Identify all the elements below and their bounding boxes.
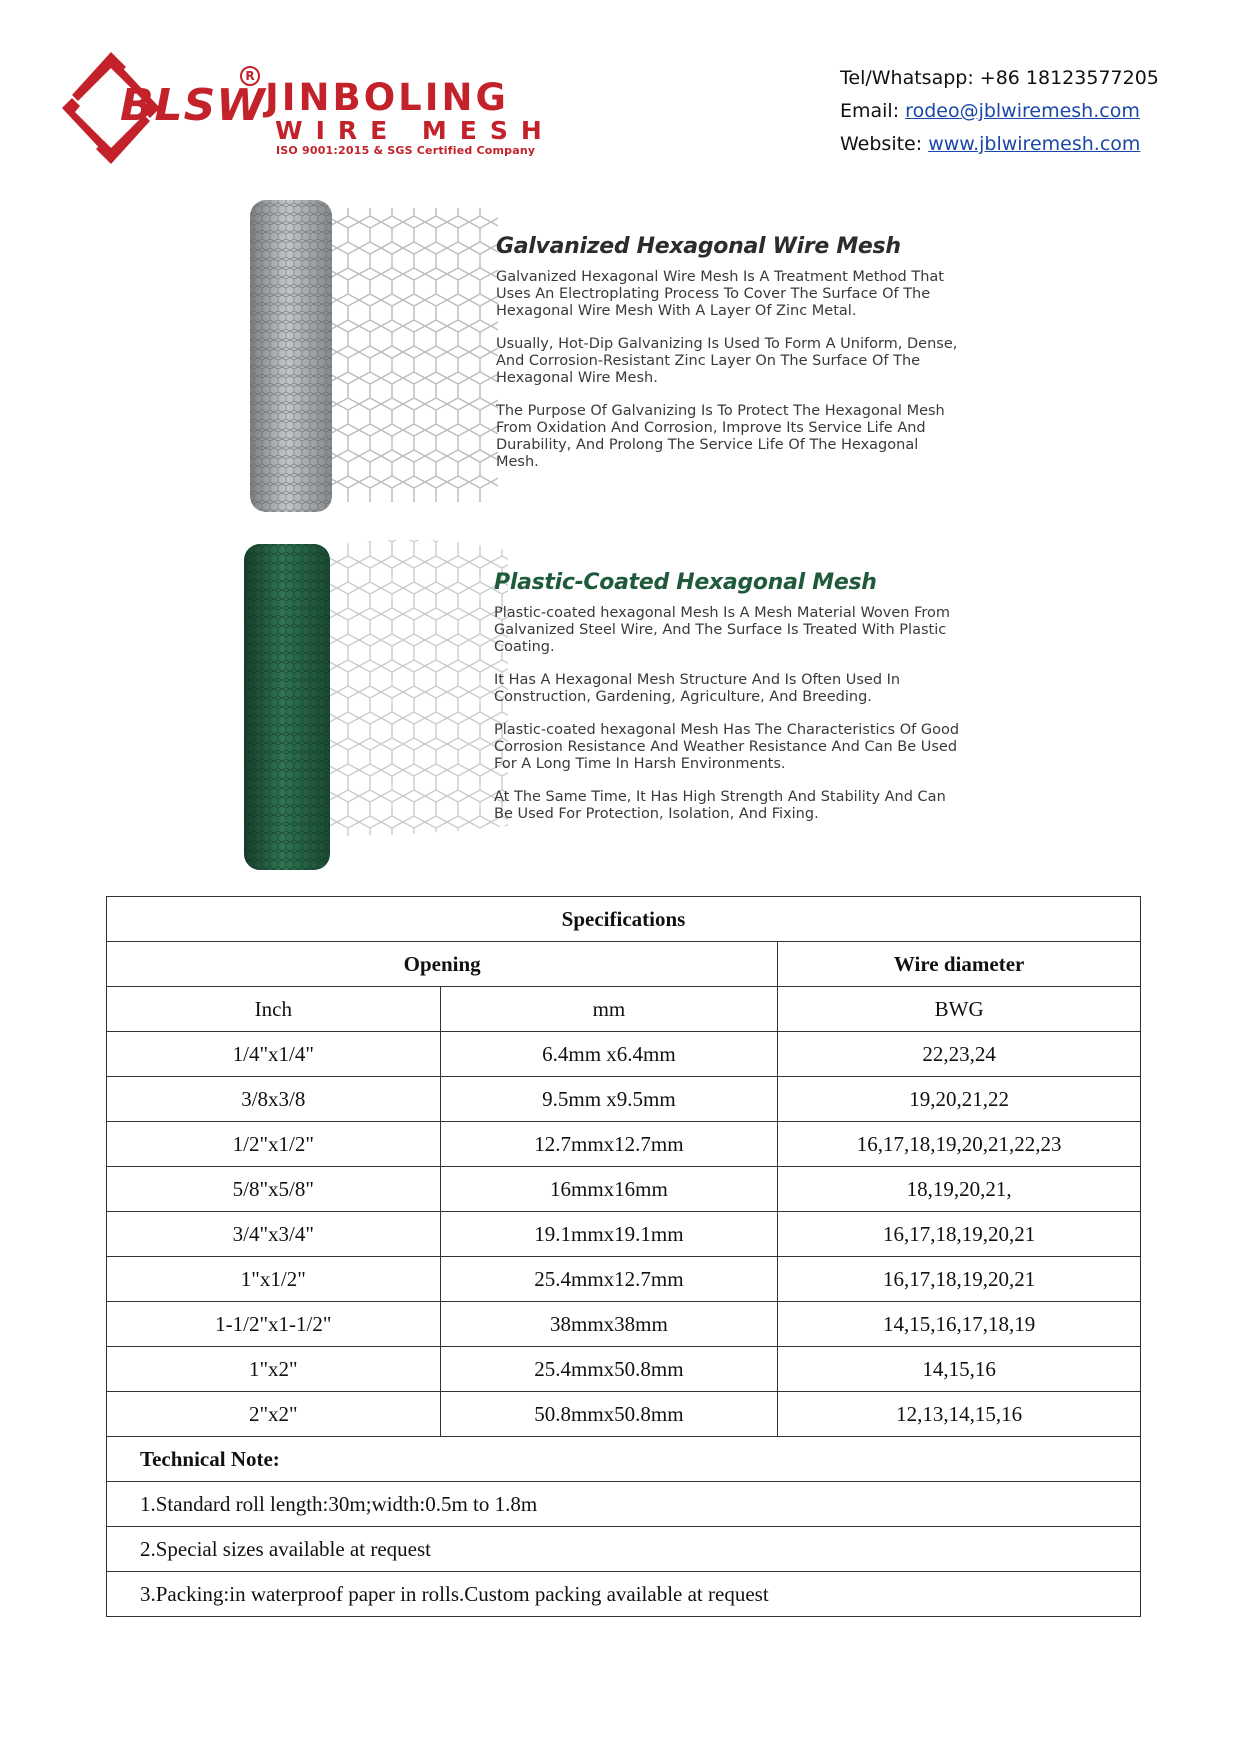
plastic-coated-paragraph: Plastic-coated hexagonal Mesh Is A Mesh Material Woven From Galvanized Steel Wire, And The Surface Is Treated With Plastic Coating. — [494, 605, 951, 655]
technical-note: 2.Special sizes available at request — [107, 1527, 1141, 1572]
bwg-cell: 14,15,16 — [778, 1347, 1141, 1392]
mm-cell: 12.7mmx12.7mm — [440, 1122, 778, 1167]
inch-cell: 5/8"x5/8" — [107, 1167, 441, 1212]
table-group-header-row — [107, 942, 1141, 987]
contact-tel: Tel/Whatsapp: +86 18123577205 — [840, 67, 1159, 89]
inch-column-header: Inch — [107, 987, 441, 1032]
bwg-cell: 14,15,16,17,18,19 — [778, 1302, 1141, 1347]
mm-cell: 16mmx16mm — [440, 1167, 778, 1212]
inch-cell: 1"x1/2" — [107, 1257, 441, 1302]
plastic-coated-mesh-panel — [238, 536, 973, 876]
plastic-coated-title: Plastic-Coated Hexagonal Mesh — [494, 570, 877, 595]
galvanized-paragraph: Galvanized Hexagonal Wire Mesh Is A Treatment Method That Uses An Electroplating Process To Cover The Surface Of The Hexagonal Wire Mesh With A Layer Of Zinc Metal. — [496, 269, 944, 319]
bwg-cell: 16,17,18,19,20,21,22,23 — [778, 1122, 1141, 1167]
galvanized-paragraph: Usually, Hot-Dip Galvanizing Is Used To Form A Uniform, Dense, And Corrosion-Resistant Zinc Layer On The Surface Of The Hexagonal Wire Mesh. — [496, 336, 958, 386]
mm-cell: 38mmx38mm — [440, 1302, 778, 1347]
specifications-table — [106, 896, 1141, 1617]
opening-header: Opening — [107, 942, 778, 987]
bwg-cell: 18,19,20,21, — [778, 1167, 1141, 1212]
plastic-coated-paragraph: At The Same Time, It Has High Strength And Stability And Can Be Used For Protection, Isolation, And Fixing. — [494, 789, 946, 822]
table-row — [107, 1347, 1141, 1392]
plastic-coated-text — [494, 570, 964, 839]
bwg-cell: 12,13,14,15,16 — [778, 1392, 1141, 1437]
technical-note: 3.Packing:in waterproof paper in rolls.Custom packing available at request — [107, 1572, 1141, 1617]
inch-cell: 3/4"x3/4" — [107, 1212, 441, 1257]
plastic-coated-paragraph: Plastic-coated hexagonal Mesh Has The Characteristics Of Good Corrosion Resistance And Weather Resistance And Can Be Used For A Long Time In Harsh Environments. — [494, 722, 960, 772]
table-row — [107, 1032, 1141, 1077]
table-row — [107, 1212, 1141, 1257]
contact-email-line — [840, 95, 1159, 128]
mm-cell: 25.4mmx12.7mm — [440, 1257, 778, 1302]
specifications-heading: Specifications — [107, 897, 1141, 942]
table-row — [107, 1077, 1141, 1122]
certification-line: ISO 9001:2015 & SGS Certified Company — [276, 144, 536, 157]
website-label: Website: — [840, 133, 923, 155]
bwg-cell: 16,17,18,19,20,21 — [778, 1212, 1141, 1257]
bwg-cell: 16,17,18,19,20,21 — [778, 1257, 1141, 1302]
galvanized-paragraph: The Purpose Of Galvanizing Is To Protect The Hexagonal Mesh From Oxidation And Corrosion, Improve Its Service Life And Durability, And Prolong The Service Life Of The Hexagonal Mesh. — [496, 403, 945, 470]
contact-website-line — [840, 128, 1159, 161]
table-column-header-row — [107, 987, 1141, 1032]
technical-note-row — [107, 1527, 1141, 1572]
inch-cell: 1"x2" — [107, 1347, 441, 1392]
technical-note-row — [107, 1572, 1141, 1617]
galvanized-text — [496, 234, 961, 487]
mm-cell: 9.5mm x9.5mm — [440, 1077, 778, 1122]
table-title-row — [107, 897, 1141, 942]
galvanized-roll-image — [238, 196, 498, 518]
contact-block — [840, 62, 1159, 161]
table-row — [107, 1257, 1141, 1302]
mm-cell: 19.1mmx19.1mm — [440, 1212, 778, 1257]
table-row — [107, 1392, 1141, 1437]
company-name: JINBOLING — [265, 76, 509, 119]
inch-cell: 3/8x3/8 — [107, 1077, 441, 1122]
mm-cell: 50.8mmx50.8mm — [440, 1392, 778, 1437]
bwg-column-header: BWG — [778, 987, 1141, 1032]
inch-cell: 1/4"x1/4" — [107, 1032, 441, 1077]
table-row — [107, 1122, 1141, 1167]
email-link[interactable]: rodeo@jblwiremesh.com — [905, 100, 1140, 122]
technical-note: 1.Standard roll length:30m;width:0.5m to 1.8m — [107, 1482, 1141, 1527]
website-link[interactable]: www.jblwiremesh.com — [928, 133, 1141, 155]
inch-cell: 1/2"x1/2" — [107, 1122, 441, 1167]
email-label: Email: — [840, 100, 900, 122]
plastic-coated-roll-image — [238, 536, 508, 876]
technical-note-title-row — [107, 1437, 1141, 1482]
plastic-coated-paragraph: It Has A Hexagonal Mesh Structure And Is Often Used In Construction, Gardening, Agriculture, And Breeding. — [494, 672, 901, 705]
bwg-cell: 22,23,24 — [778, 1032, 1141, 1077]
inch-cell: 1-1/2"x1-1/2" — [107, 1302, 441, 1347]
bwg-cell: 19,20,21,22 — [778, 1077, 1141, 1122]
wire-diameter-header: Wire diameter — [778, 942, 1141, 987]
mm-cell: 6.4mm x6.4mm — [440, 1032, 778, 1077]
mm-column-header: mm — [440, 987, 778, 1032]
table-row — [107, 1167, 1141, 1212]
mm-cell: 25.4mmx50.8mm — [440, 1347, 778, 1392]
registered-mark: R — [240, 66, 260, 86]
logo-abbreviation: BLSW — [120, 80, 266, 131]
galvanized-title: Galvanized Hexagonal Wire Mesh — [496, 234, 901, 259]
galvanized-mesh-panel — [238, 196, 973, 518]
inch-cell: 2"x2" — [107, 1392, 441, 1437]
technical-note-row — [107, 1482, 1141, 1527]
company-subtitle: WIRE MESH — [275, 116, 555, 145]
table-row — [107, 1302, 1141, 1347]
technical-note-title: Technical Note: — [107, 1437, 1141, 1482]
